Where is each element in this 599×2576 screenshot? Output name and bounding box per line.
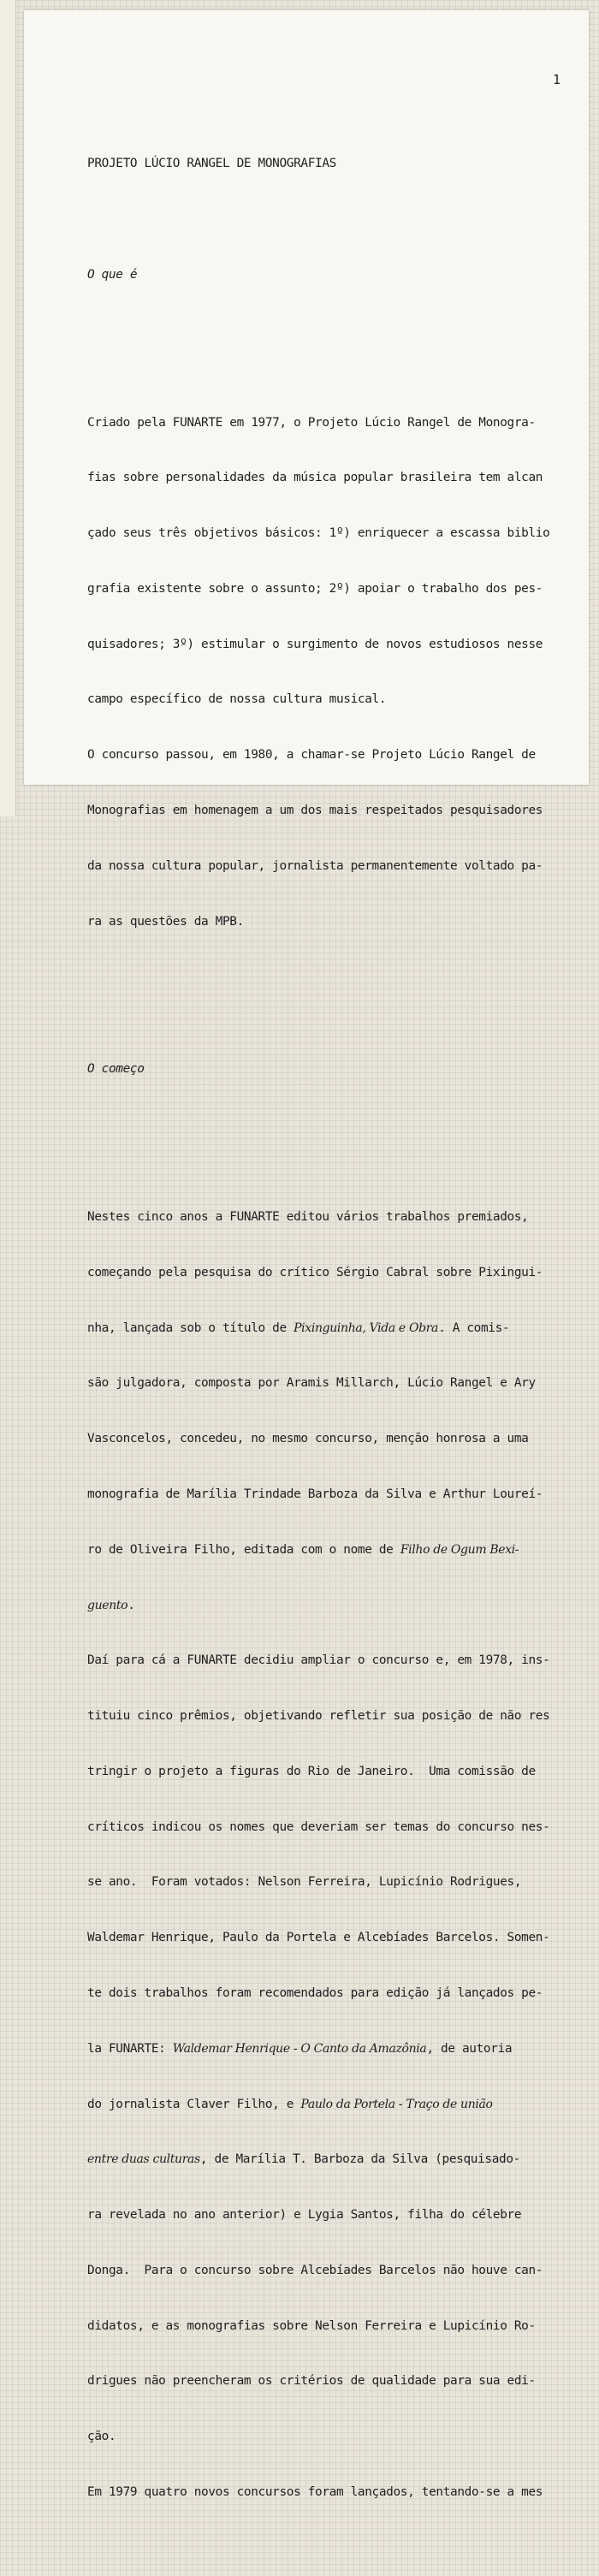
text-line: ra revelada no ano anterior) e Lygia Santos, filha do célebre <box>87 2208 522 2223</box>
text-run: do jornalista Claver Filho, e <box>87 2097 301 2111</box>
text-run: ro de Oliveira Filho, editada com o nome de <box>87 1542 400 1557</box>
document-page <box>24 10 589 2499</box>
document-title: PROJETO LÚCIO RANGEL DE MONOGRAFIAS <box>87 157 336 171</box>
text-run: , de Marília T. Barboza da Silva (pesquisado- <box>199 2152 521 2167</box>
text-line: Donga. Para o concurso sobre Alcebíades Barcelos não houve can- <box>87 2263 543 2277</box>
text-line: fias sobre personalidades da música popular brasileira tem alcan <box>87 471 543 485</box>
section-beginning-text <box>87 1172 584 2539</box>
book-title: Paulo da Portela - Traço de união <box>300 2097 493 2111</box>
text-run: , de autoria <box>426 2041 513 2056</box>
text-line: tituiu cinco prêmios, objetivando refletir sua posição de não res <box>87 1709 550 1724</box>
book-title: Waldemar Henrique - O Canto da Amazônia <box>172 2041 427 2056</box>
text-line: O concurso passou, em 1980, a chamar-se Projeto Lúcio Rangel de <box>87 748 536 763</box>
text-line: ção. <box>87 2430 116 2444</box>
book-title: Filho de Ogum Bexi- <box>400 1542 519 1557</box>
section-what-is-text <box>87 377 584 968</box>
text-line <box>87 2040 584 2059</box>
text-line <box>87 1320 584 1338</box>
text-line <box>87 2096 584 2115</box>
adjacent-page-edge <box>0 0 16 816</box>
text-line: grafia existente sobre o assunto; 2º) apoiar o trabalho dos pes- <box>87 581 543 596</box>
text-line: quisadores; 3º) estimular o surgimento de novos estudiosos nesse <box>87 637 543 651</box>
section-heading-the-beginning: O começo <box>87 1062 145 1077</box>
text-run: . A comis- <box>438 1321 510 1335</box>
text-line <box>87 2151 584 2169</box>
text-run: la FUNARTE: <box>87 2041 173 2056</box>
text-line: Criado pela FUNARTE em 1977, o Projeto Lúcio Rangel de Monogra- <box>87 415 536 430</box>
page-number: 1 <box>553 72 561 87</box>
text-line: monografia de Marília Trindade Barboza da Silva e Arthur Loureí- <box>87 1487 543 1501</box>
text-line: te dois trabalhos foram recomendados para edição já lançados pe- <box>87 1985 543 2000</box>
book-title: entre duas culturas <box>87 2152 200 2167</box>
section-heading-what-is: O que é <box>87 267 138 282</box>
text-line: tringir o projeto a figuras do Rio de Janeiro. Uma comissão de <box>87 1764 536 1778</box>
book-title: Pixinguinha, Vida e Obra <box>294 1321 439 1335</box>
text-line <box>87 1541 584 1560</box>
text-line: Monografias em homenagem a um dos mais respeitados pesquisadores <box>87 803 543 817</box>
text-line: se ano. Foram votados: Nelson Ferreira, Lupicínio Rodrigues, <box>87 1875 522 1890</box>
text-line: campo específico de nossa cultura musical. <box>87 692 387 707</box>
text-line: críticos indicou os nomes que deveriam ser temas do concurso nes- <box>87 1819 550 1834</box>
text-run: . <box>128 1598 135 1612</box>
text-line: Daí para cá a FUNARTE decidiu ampliar o concurso e, em 1978, ins- <box>87 1653 550 1668</box>
text-line: çado seus três objetivos básicos: 1º) enriquecer a escassa biblio <box>87 526 550 541</box>
text-line: ra as questões da MPB. <box>87 914 244 929</box>
text-line <box>87 1597 584 1616</box>
text-line: são julgadora, composta por Aramis Millarch, Lúcio Rangel e Ary <box>87 1376 536 1391</box>
document-body <box>87 118 584 2576</box>
text-line: Em 1979 quatro novos concursos foram lançados, tentando-se a mes <box>87 2485 543 2499</box>
text-line: começando pela pesquisa do crítico Sérgio Cabral sobre Pixingui- <box>87 1265 543 1279</box>
text-line: Waldemar Henrique, Paulo da Portela e Alcebíades Barcelos. Somen- <box>87 1931 550 1945</box>
book-title: guento <box>87 1598 128 1612</box>
text-line: didatos, e as monografias sobre Nelson Ferreira e Lupicínio Ro- <box>87 2318 536 2333</box>
text-line: Vasconcelos, concedeu, no mesmo concurso, menção honrosa a uma <box>87 1432 529 1446</box>
text-run: nha, lançada sob o título de <box>87 1321 294 1335</box>
text-line: da nossa cultura popular, jornalista permanentemente voltado pa- <box>87 858 543 873</box>
text-line: Nestes cinco anos a FUNARTE editou vários trabalhos premiados, <box>87 1210 529 1225</box>
text-line: drigues não preencheram os critérios de qualidade para sua edi- <box>87 2374 536 2389</box>
